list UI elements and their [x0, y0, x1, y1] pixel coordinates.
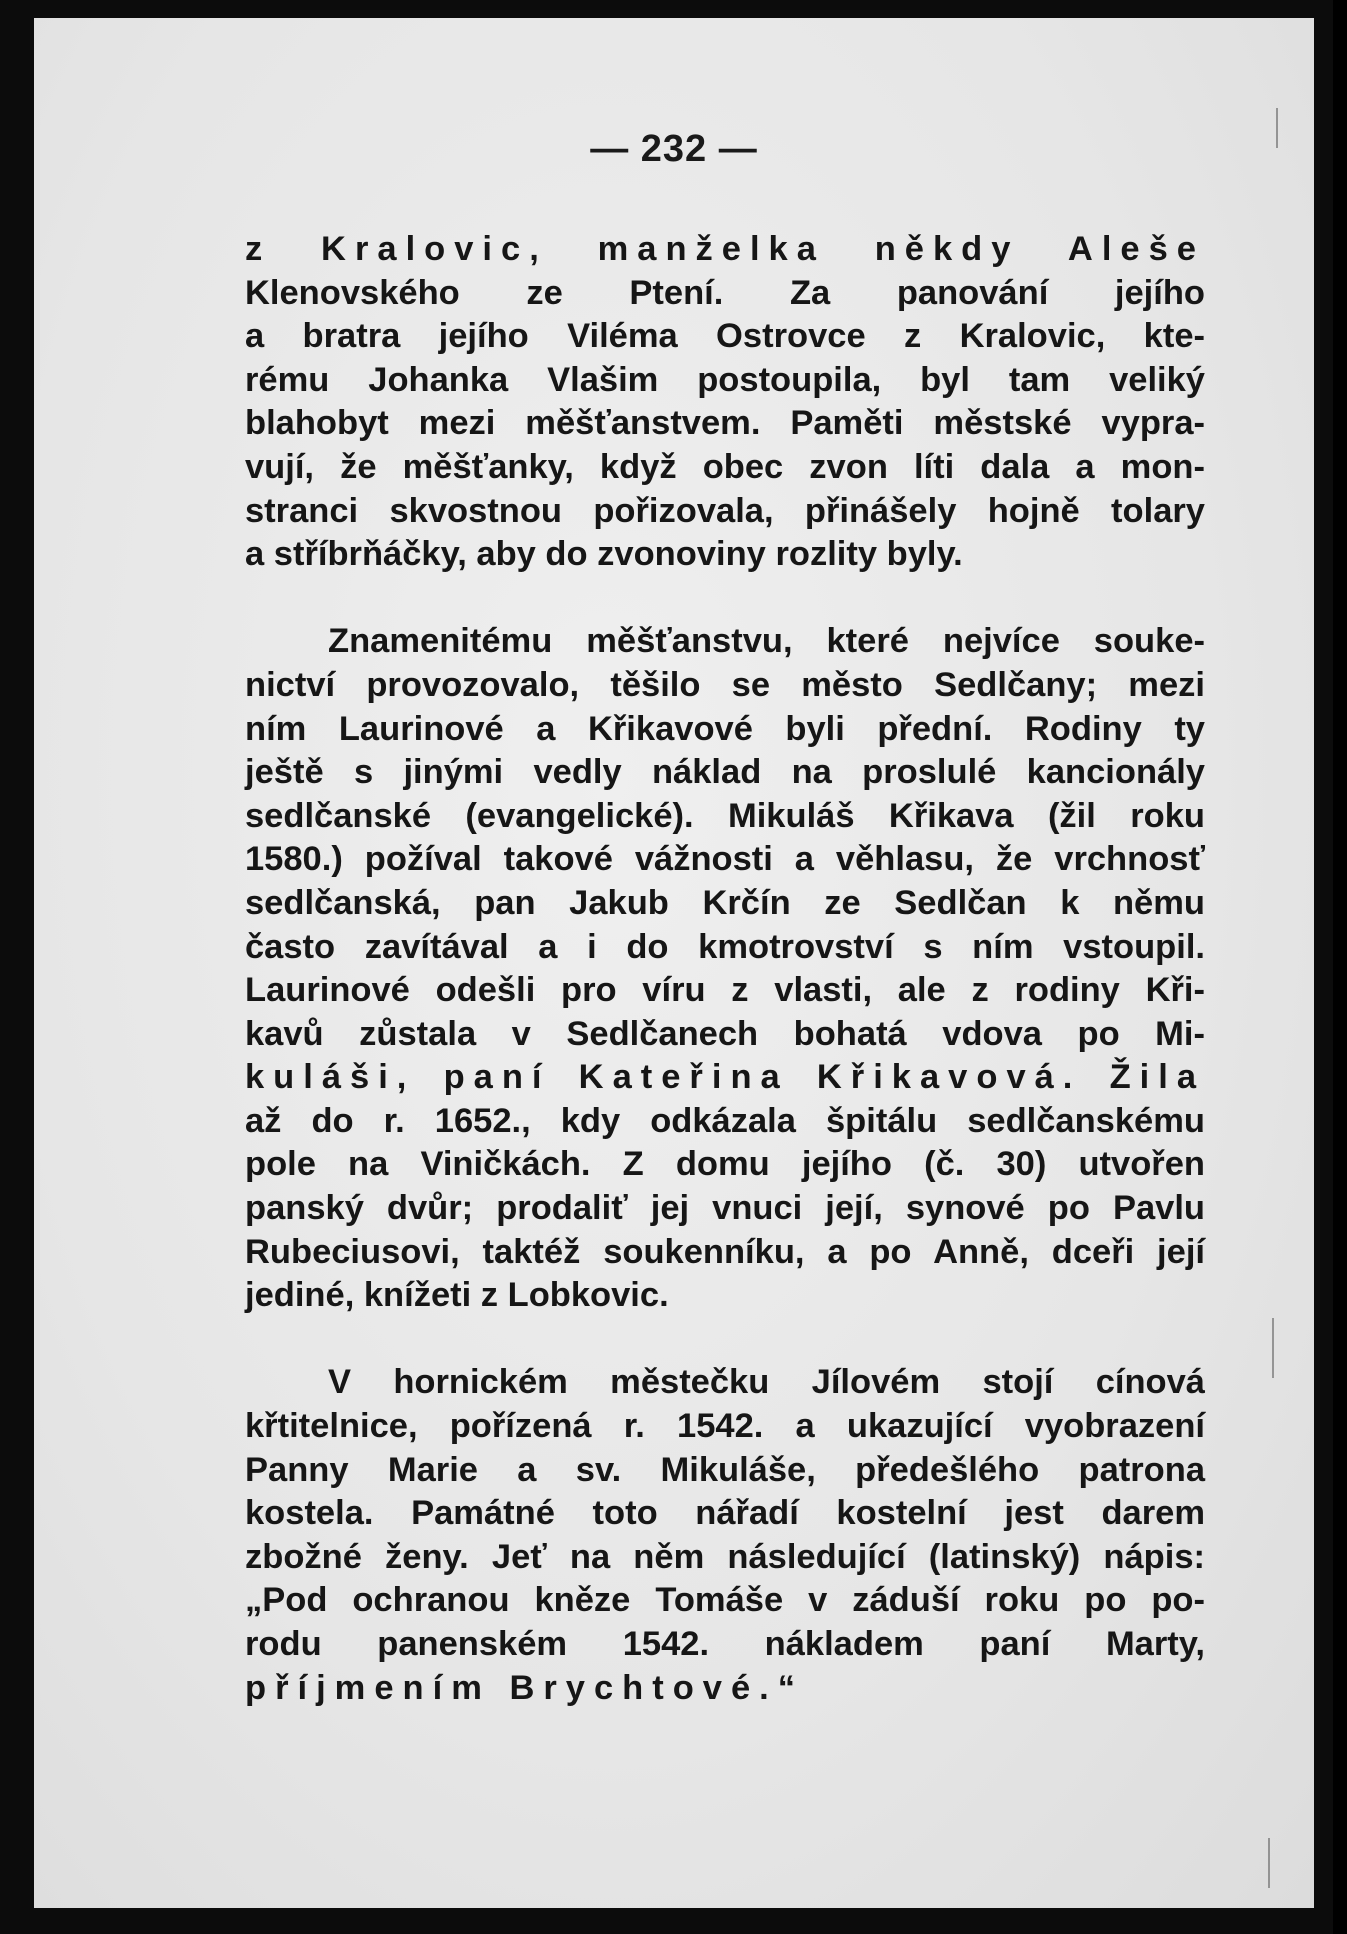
- text-line: rému Johanka Vlašim postoupila, byl tam veliký: [245, 360, 1205, 399]
- text-line: a stříbrňáčky, aby do zvonoviny rozlity byly.: [245, 535, 963, 574]
- text-line: vují, že měšťanky, když obec zvon líti dala a mon-: [245, 447, 1205, 486]
- scan-mark: [1268, 1838, 1270, 1888]
- page-text: [245, 228, 1205, 1710]
- text-line: sedlčanská, pan Jakub Krčín ze Sedlčan k němu: [245, 883, 1205, 922]
- text-line: blahobyt mezi měšťanstvem. Paměti městské vypra-: [245, 404, 1205, 443]
- text-line: ním Laurinové a Křikavové byli přední. Rodiny ty: [245, 709, 1205, 748]
- text-line: z Kralovic, manželka někdy Aleše: [245, 230, 1205, 268]
- text-line: kuláši, paní Kateřina Křikavová. Žila: [245, 1058, 1205, 1097]
- text-line: stranci skvostnou pořizovala, přinášely hojně tolary: [245, 491, 1205, 530]
- text-line: a bratra jejího Viléma Ostrovce z Kralovic, kte-: [245, 317, 1205, 356]
- text-line: Rubeciusovi, taktéž soukenníku, a po Anně, dceři její: [245, 1232, 1205, 1271]
- paragraph-3: [245, 1361, 1205, 1710]
- text-line: křtitelnice, pořízená r. 1542. a ukazující vyobrazení: [245, 1407, 1205, 1446]
- scan-mark: [1276, 108, 1278, 148]
- text-line: 1580.) požíval takové vážnosti a věhlasu, že vrchnosť: [245, 840, 1205, 879]
- text-line: panský dvůr; prodaliť jej vnuci její, synové po Pavlu: [245, 1189, 1205, 1228]
- text-line: „Pod ochranou kněze Tomáše v záduší roku po po-: [245, 1581, 1205, 1620]
- text-line: nictví provozovalo, těšilo se město Sedlčany; mezi: [245, 665, 1205, 704]
- text-line: příjmením Brychtové.“: [245, 1668, 805, 1707]
- text-line: jediné, knížeti z Lobkovic.: [245, 1276, 669, 1315]
- text-line: Znamenitému měšťanstvu, které nejvíce souke-: [328, 622, 1205, 661]
- text-line: Laurinové odešli pro víru z vlasti, ale z rodiny Kři-: [245, 971, 1205, 1010]
- paragraph-1: [245, 228, 1205, 577]
- page-number: — 232 —: [590, 128, 758, 170]
- text-line: často zavítával a i do kmotrovství s ním vstoupil.: [245, 927, 1205, 966]
- text-line: V hornickém městečku Jílovém stojí cínová: [328, 1363, 1205, 1402]
- scan-mark: [1272, 1318, 1274, 1378]
- text-line: Klenovského ze Ptení. Za panování jejího: [245, 273, 1205, 312]
- text-line: až do r. 1652., kdy odkázala špitálu sedlčanskému: [245, 1101, 1205, 1140]
- text-line: sedlčanské (evangelické). Mikuláš Křikava (žil roku: [245, 796, 1205, 835]
- paragraph-2: [245, 620, 1205, 1318]
- text-line: zbožné ženy. Jeť na něm následující (latinský) nápis:: [245, 1537, 1205, 1576]
- book-spine-edge: [1333, 0, 1347, 1934]
- book-page: [34, 18, 1314, 1908]
- text-line: ještě s jinými vedly náklad na proslulé kancionály: [245, 753, 1205, 792]
- text-line: Panny Marie a sv. Mikuláše, předešlého patrona: [245, 1450, 1205, 1489]
- text-line: rodu panenském 1542. nákladem paní Marty,: [245, 1625, 1205, 1663]
- text-line: kavů zůstala v Sedlčanech bohatá vdova po Mi-: [245, 1014, 1205, 1053]
- text-line: pole na Viničkách. Z domu jejího (č. 30) utvořen: [245, 1145, 1205, 1184]
- text-line: kostela. Památné toto nářadí kostelní jest darem: [245, 1494, 1205, 1533]
